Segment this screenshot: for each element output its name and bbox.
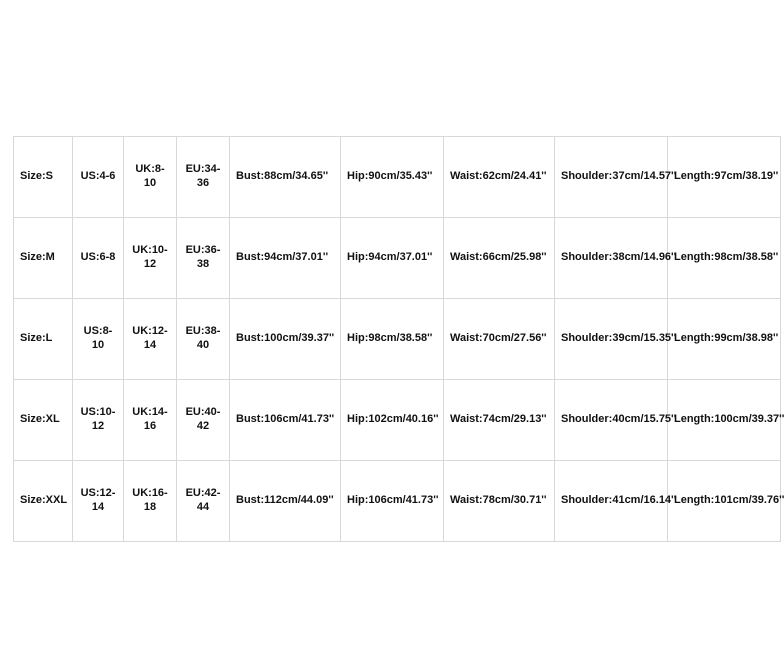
cell-size: Size:S bbox=[14, 137, 73, 218]
cell-uk: UK:8-10 bbox=[124, 137, 177, 218]
cell-hip: Hip:102cm/40.16'' bbox=[341, 380, 444, 461]
cell-hip: Hip:98cm/38.58'' bbox=[341, 299, 444, 380]
cell-size: Size:XL bbox=[14, 380, 73, 461]
cell-waist: Waist:66cm/25.98'' bbox=[444, 218, 555, 299]
size-chart-body bbox=[14, 137, 784, 542]
cell-eu: EU:38-40 bbox=[177, 299, 230, 380]
cell-waist: Waist:62cm/24.41'' bbox=[444, 137, 555, 218]
cell-us: US:12-14 bbox=[73, 461, 124, 542]
cell-length: Length:99cm/38.98'' bbox=[668, 299, 781, 380]
cell-bust: Bust:106cm/41.73'' bbox=[230, 380, 341, 461]
cell-uk: UK:16-18 bbox=[124, 461, 177, 542]
cell-shoulder: Shoulder:37cm/14.57'' bbox=[555, 137, 668, 218]
size-chart-container bbox=[13, 136, 784, 542]
cell-us: US:6-8 bbox=[73, 218, 124, 299]
cell-size: Size:M bbox=[14, 218, 73, 299]
table-row bbox=[14, 299, 781, 380]
cell-eu: EU:36-38 bbox=[177, 218, 230, 299]
cell-eu: EU:40-42 bbox=[177, 380, 230, 461]
table-row bbox=[14, 380, 781, 461]
cell-length: Length:98cm/38.58'' bbox=[668, 218, 781, 299]
cell-hip: Hip:106cm/41.73'' bbox=[341, 461, 444, 542]
cell-length: Length:100cm/39.37'' bbox=[668, 380, 781, 461]
cell-size: Size:XXL bbox=[14, 461, 73, 542]
cell-size: Size:L bbox=[14, 299, 73, 380]
size-chart-table bbox=[13, 136, 784, 542]
cell-uk: UK:14-16 bbox=[124, 380, 177, 461]
cell-uk: UK:12-14 bbox=[124, 299, 177, 380]
cell-hip: Hip:94cm/37.01'' bbox=[341, 218, 444, 299]
cell-length: Length:101cm/39.76'' bbox=[668, 461, 781, 542]
cell-eu: EU:42-44 bbox=[177, 461, 230, 542]
cell-bust: Bust:94cm/37.01'' bbox=[230, 218, 341, 299]
cell-uk: UK:10-12 bbox=[124, 218, 177, 299]
cell-waist: Waist:74cm/29.13'' bbox=[444, 380, 555, 461]
cell-us: US:10-12 bbox=[73, 380, 124, 461]
cell-waist: Waist:78cm/30.71'' bbox=[444, 461, 555, 542]
cell-bust: Bust:100cm/39.37'' bbox=[230, 299, 341, 380]
table-row bbox=[14, 218, 781, 299]
cell-bust: Bust:112cm/44.09'' bbox=[230, 461, 341, 542]
table-row bbox=[14, 137, 781, 218]
cell-eu: EU:34-36 bbox=[177, 137, 230, 218]
cell-bust: Bust:88cm/34.65'' bbox=[230, 137, 341, 218]
table-row bbox=[14, 461, 781, 542]
cell-length: Length:97cm/38.19'' bbox=[668, 137, 781, 218]
cell-us: US:4-6 bbox=[73, 137, 124, 218]
cell-shoulder: Shoulder:40cm/15.75'' bbox=[555, 380, 668, 461]
cell-shoulder: Shoulder:41cm/16.14'' bbox=[555, 461, 668, 542]
cell-hip: Hip:90cm/35.43'' bbox=[341, 137, 444, 218]
cell-waist: Waist:70cm/27.56'' bbox=[444, 299, 555, 380]
cell-shoulder: Shoulder:38cm/14.96'' bbox=[555, 218, 668, 299]
cell-shoulder: Shoulder:39cm/15.35'' bbox=[555, 299, 668, 380]
cell-us: US:8-10 bbox=[73, 299, 124, 380]
